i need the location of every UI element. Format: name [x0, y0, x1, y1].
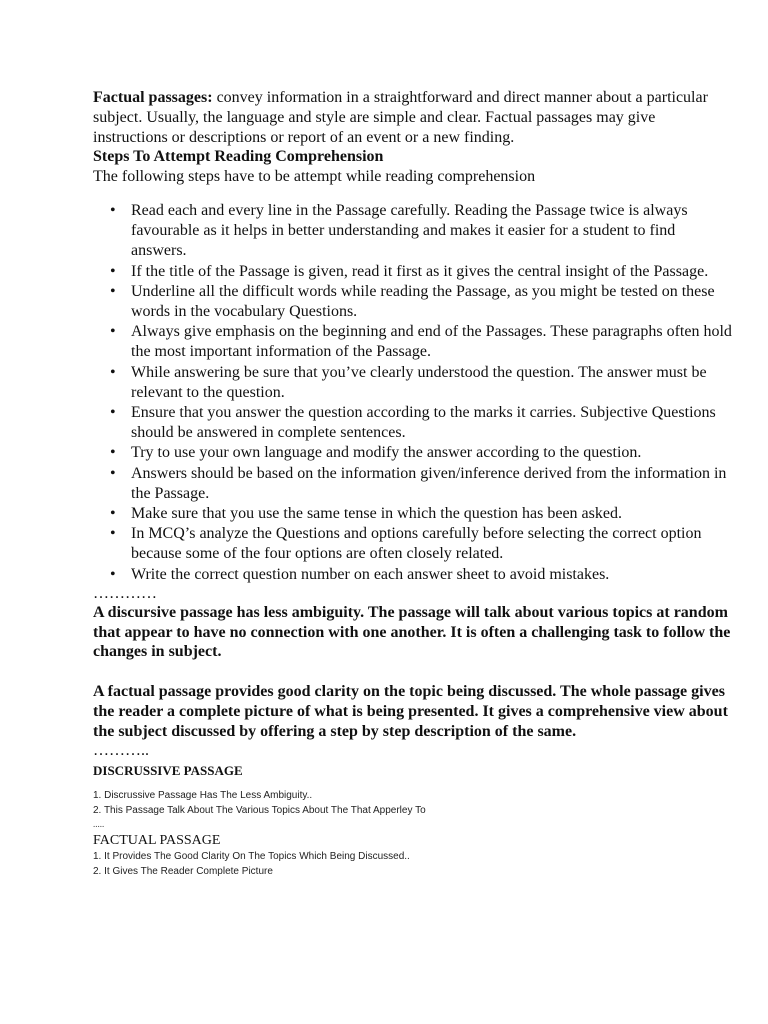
bullet-icon: • — [110, 525, 116, 543]
step-text: Try to use your own language and modify the answer according to the question. — [131, 444, 642, 462]
bullet-icon: • — [110, 262, 116, 280]
list-item — [93, 403, 733, 443]
step-text: Read each and every line in the Passage carefully. Reading the Passage twice is always favourable as it helps in better understanding and makes it easier for a student to find answers. — [131, 201, 688, 260]
step-text: If the title of the Passage is given, read it first as it gives the central insight of the Passage. — [131, 262, 709, 280]
bullet-icon: • — [110, 282, 116, 300]
discursive-prefix: A — [93, 603, 108, 621]
step-text: Make sure that you use the same tense in which the question has been asked. — [131, 505, 622, 523]
bullet-icon: • — [110, 363, 116, 381]
intro-paragraph — [93, 88, 733, 147]
list-item: 2. It Gives The Reader Complete Picture — [93, 865, 273, 877]
factual-prefix: A — [93, 683, 108, 701]
separator-dots: ……….. — [93, 741, 149, 759]
discursive-text: passage has less ambiguity. The passage will talk about various topics at random that appear to have no connection with one another. It is often a challenging task to follow the changes in subject. — [93, 603, 731, 661]
bullet-icon: • — [110, 444, 116, 462]
list-item: 1. Discrussive Passage Has The Less Ambiguity.. — [93, 789, 313, 801]
intro-label: Factual passages: — [93, 89, 213, 106]
bullet-icon: • — [110, 404, 116, 422]
intro-text: convey information in a straightforward and direct manner about a particular subject. Usually, the language and style are simple and clear. Factual passages may give instructions or descriptions or report of an event or a new finding. — [93, 89, 708, 146]
paragraph-gap — [93, 662, 733, 682]
list-item: 2. This Passage Talk About The Various Topics About The That Apperley To — [93, 804, 426, 816]
list-item — [93, 201, 733, 262]
list-item — [93, 443, 733, 463]
step-text: Always give emphasis on the beginning and end of the Passages. These paragraphs often hold the most important information of the Passage. — [131, 323, 732, 361]
step-text: Write the correct question number on each answer sheet to avoid mistakes. — [131, 565, 610, 583]
separator-dots: ..... — [93, 818, 105, 829]
list-item — [93, 524, 733, 564]
list-item — [93, 464, 733, 504]
step-text: Answers should be based on the information given/inference derived from the information in the Passage. — [131, 464, 727, 502]
discursive-paragraph — [93, 603, 733, 662]
list-item — [93, 262, 733, 282]
steps-intro: The following steps have to be attempt while reading comprehension — [93, 168, 536, 186]
steps-heading: Steps To Attempt Reading Comprehension — [93, 148, 384, 166]
factual-heading: FACTUAL PASSAGE — [93, 832, 221, 848]
list-item — [93, 363, 733, 403]
step-text: Underline all the difficult words while reading the Passage, as you might be tested on these words in the vocabulary Questions. — [131, 282, 715, 320]
list-item — [93, 565, 733, 585]
step-text: In MCQ’s analyze the Questions and options carefully before selecting the correct option because some of the four options are often closely related. — [131, 525, 702, 563]
factual-keyword: factual — [107, 683, 155, 701]
document-page — [93, 88, 733, 879]
step-text: Ensure that you answer the question according to the marks it carries. Subjective Questions should be answered in complete sentences. — [131, 404, 716, 442]
list-item — [93, 282, 733, 322]
separator-dots: ………… — [93, 584, 157, 602]
factual-paragraph — [93, 682, 733, 741]
discursive-keyword: discursive — [107, 603, 177, 621]
step-text: While answering be sure that you’ve clearly understood the question. The answer must be relevant to the question. — [131, 363, 707, 401]
list-item — [93, 322, 733, 362]
steps-list — [93, 201, 733, 585]
discrussive-points — [93, 788, 733, 818]
list-item — [93, 504, 733, 524]
bullet-icon: • — [110, 464, 116, 482]
bullet-icon: • — [110, 505, 116, 523]
factual-text: passage provides good clarity on the topic being discussed. The whole passage gives the reader a complete picture of what is being presented. It gives a comprehensive view about the subject discussed by offering a step by step description of the same. — [93, 683, 728, 740]
bullet-icon: • — [110, 201, 116, 219]
bullet-icon: • — [110, 323, 116, 341]
bullet-icon: • — [110, 565, 116, 583]
discrussive-heading: DISCRUSSIVE PASSAGE — [93, 762, 243, 778]
list-item: 1. It Provides The Good Clarity On The Topics Which Being Discussed.. — [93, 850, 410, 862]
